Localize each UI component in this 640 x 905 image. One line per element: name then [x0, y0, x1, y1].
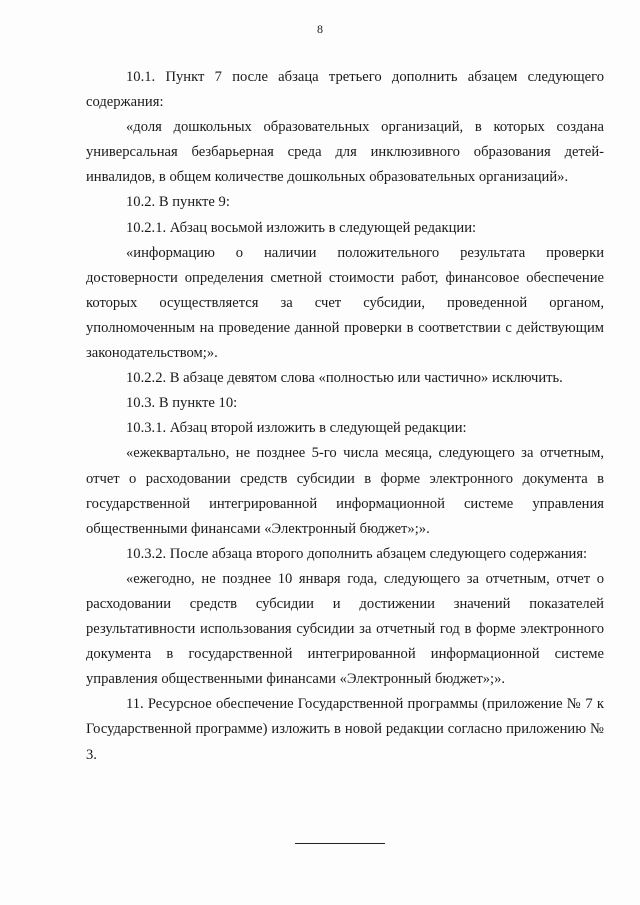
- paragraph-quote-quarterly: «ежеквартально, не позднее 5-го числа месяца, следующего за отчетным, отчет о расходовании средств субсидии в форме электронного документа в государственной интегрированной информационной системе управления общественными финансами «Электронный бюджет»;».: [86, 445, 604, 537]
- paragraph-quote-annual: «ежегодно, не позднее 10 января года, следующего за отчетным, отчет о расходовании средств субсидии и достижении значений показателей результативности использования субсидии за отчетный год в форме электронного документа в государственной интегрированной информационной системе управления общественными финансами «Электронный бюджет»;».: [86, 570, 604, 688]
- paragraph-11: 11. Ресурсное обеспечение Государственной программы (приложение № 7 к Государственной программе) изложить в новой редакции согласно приложению № 3.: [86, 696, 604, 763]
- page-number: 8: [317, 22, 323, 36]
- paragraph-10-2: 10.2. В пункте 9:: [126, 194, 230, 211]
- closing-separator-line: [295, 843, 385, 844]
- paragraph-10-2-1: 10.2.1. Абзац восьмой изложить в следующей редакции:: [126, 219, 477, 236]
- paragraph-10-2-2: 10.2.2. В абзаце девятом слова «полностью или частично» исключить.: [126, 370, 563, 387]
- document-body: [86, 65, 604, 768]
- paragraph-10-3-2: 10.3.2. После абзаца второго дополнить абзацем следующего содержания:: [126, 545, 588, 562]
- paragraph-quote-preschool: «доля дошкольных образовательных организаций, в которых создана универсальная безбарьерная среда для инклюзивного образования детей-инвалидов, в общем количестве дошкольных образовательных организаций».: [86, 119, 604, 186]
- paragraph-quote-verification: «информацию о наличии положительного результата проверки достоверности определения сметной стоимости работ, финансовое обеспечение которых осуществляется за счет субсидии, проведенной органом, уполномоченным на проведение данной проверки в соответствии с действующим законодательством;».: [86, 244, 604, 362]
- paragraph-10-1: 10.1. Пункт 7 после абзаца третьего дополнить абзацем следующего содержания:: [86, 69, 604, 111]
- paragraph-10-3: 10.3. В пункте 10:: [126, 395, 238, 412]
- paragraph-10-3-1: 10.3.1. Абзац второй изложить в следующей редакции:: [126, 420, 467, 437]
